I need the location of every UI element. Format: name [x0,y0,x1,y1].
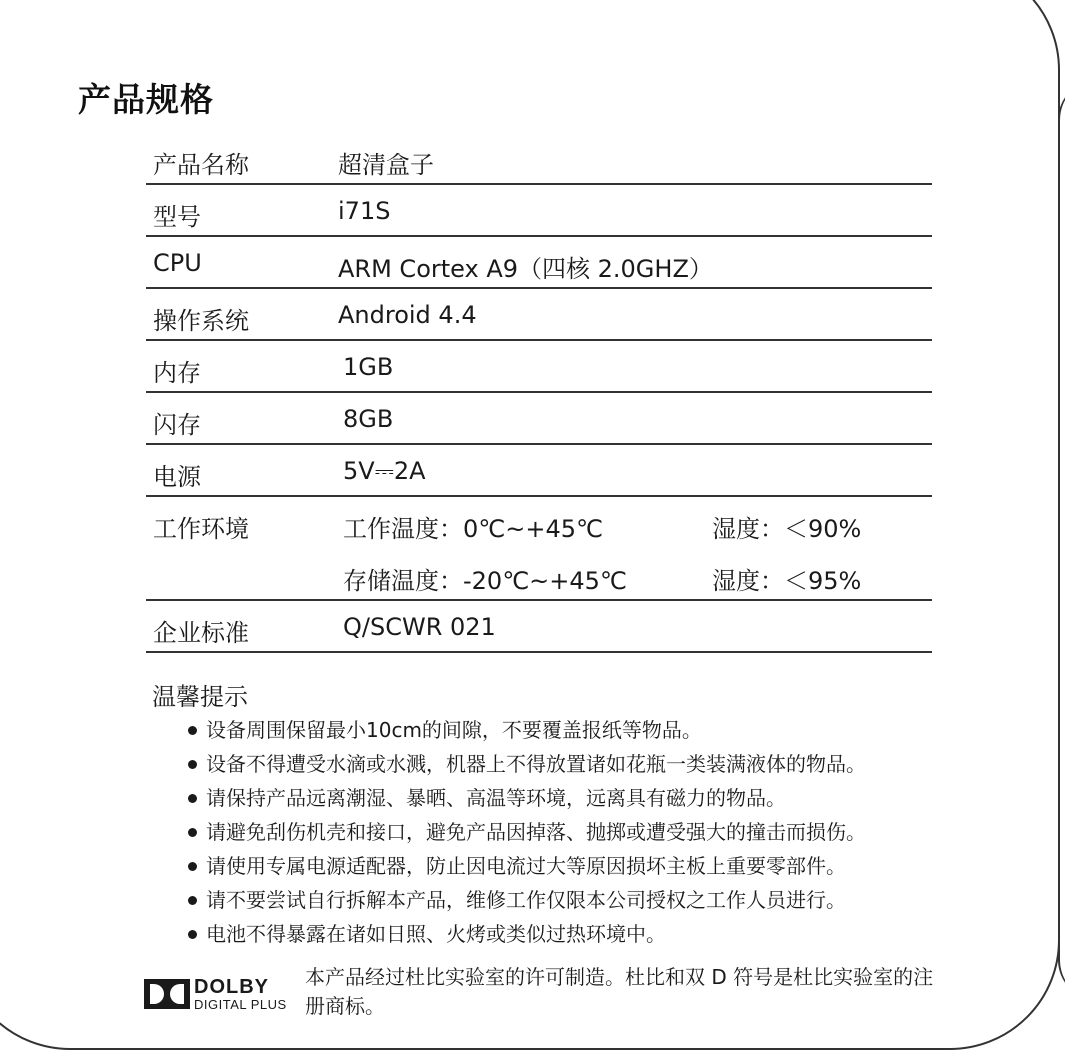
spec-value: Android 4.4 [338,301,477,329]
spec-label: 企业标准 [153,619,249,647]
tips-list [188,713,866,951]
spec-value: i71S [338,197,391,225]
dolby-notice: 本产品经过杜比实验室的许可制造。杜比和双 D 符号是杜比实验室的注册商标。 [305,965,934,1018]
spec-value: 8GB [343,405,394,433]
spec-value: 超清盒子 [338,151,434,179]
spec-label: 型号 [153,203,201,231]
spec-label: 产品名称 [153,151,249,179]
work-temperature: 工作温度：0℃~+45℃ [343,515,603,543]
spec-row-os [146,289,932,341]
spec-label: 内存 [153,359,201,387]
spec-value: 5V⎓2A [343,457,426,485]
list-item: 请使用专属电源适配器，防止因电流过大等原因损坏主板上重要零部件。 [188,849,866,883]
spec-value: 1GB [343,353,394,381]
spec-row-model [146,185,932,237]
spec-row-environment [146,497,932,601]
spec-table [146,133,932,653]
storage-temperature: 存储温度：-20℃~+45℃ [343,567,627,595]
list-item: 设备不得遭受水滴或水溅，机器上不得放置诸如花瓶一类装满液体的物品。 [188,747,866,781]
storage-humidity: 湿度：＜95% [712,567,862,595]
list-item: 请保持产品远离潮湿、暴晒、高温等环境，远离具有磁力的物品。 [188,781,866,815]
page-edge-curve [1058,80,1065,1000]
spec-label: CPU [153,249,202,277]
dolby-double-d-icon [144,979,190,1009]
tips-title: 温馨提示 [152,683,248,711]
spec-row-power [146,445,932,497]
spec-row-flash [146,393,932,445]
spec-row-product-name [146,133,932,185]
spec-row-memory [146,341,932,393]
work-humidity: 湿度：＜90% [712,515,862,543]
list-item: 请不要尝试自行拆解本产品，维修工作仅限本公司授权之工作人员进行。 [188,883,866,917]
list-item: 设备周围保留最小10cm的间隙，不要覆盖报纸等物品。 [188,713,866,747]
page-title: 产品规格 [78,80,214,119]
list-item: 电池不得暴露在诸如日照、火烤或类似过热环境中。 [188,917,866,951]
dolby-logo-word: DOLBY [194,976,269,998]
dolby-logo-sub: DIGITAL PLUS [194,997,287,1012]
spec-label: 工作环境 [153,515,249,543]
spec-label: 电源 [153,463,201,491]
list-item: 请避免刮伤机壳和接口，避免产品因掉落、抛掷或遭受强大的撞击而损伤。 [188,815,866,849]
spec-row-cpu [146,237,932,289]
spec-label: 操作系统 [153,307,249,335]
spec-label: 闪存 [153,411,201,439]
spec-value: Q/SCWR 021 [343,613,496,641]
dolby-logo [144,975,304,1015]
spec-value: ARM Cortex A9（四核 2.0GHZ） [338,255,713,283]
spec-row-standard [146,601,932,653]
